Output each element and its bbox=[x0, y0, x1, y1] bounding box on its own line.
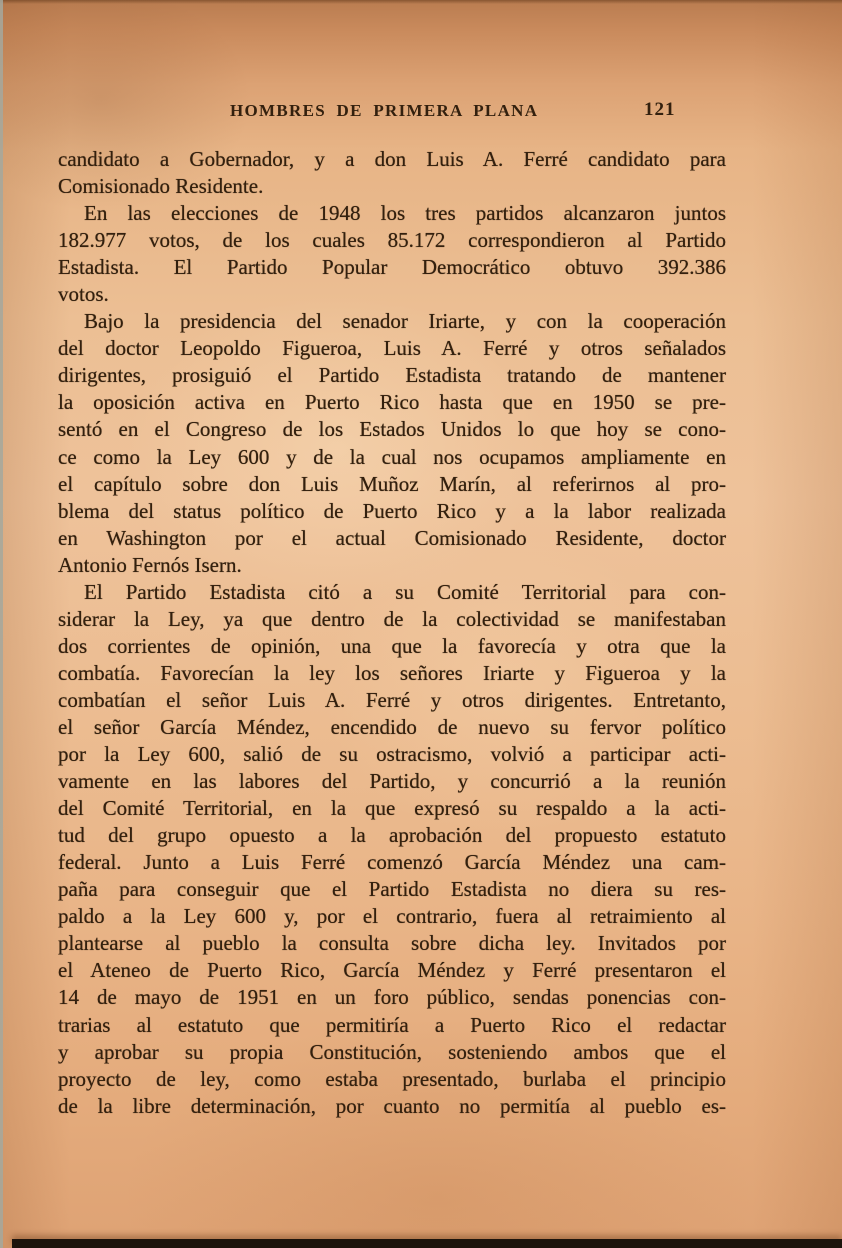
text-line: Estadista. El Partido Popular Democrático obtuvo 392.386 bbox=[58, 255, 726, 280]
text-line: El Partido Estadista citó a su Comité Territorial para con- bbox=[84, 579, 726, 604]
text-line: el capítulo sobre don Luis Muñoz Marín, al referirnos al pro- bbox=[58, 471, 726, 496]
text-line: 14 de mayo de 1951 en un foro público, sendas ponencias con- bbox=[58, 985, 726, 1010]
text-line: combatía. Favorecían la ley los señores Iriarte y Figueroa y la bbox=[58, 660, 726, 685]
scan-edge-bottom bbox=[12, 1239, 842, 1248]
text-line: el Ateneo de Puerto Rico, García Méndez y Ferré presentaron el bbox=[58, 958, 726, 983]
text-line: ce como la Ley 600 y de la cual nos ocupamos ampliamente en bbox=[58, 444, 726, 469]
text-line: la oposición activa en Puerto Rico hasta que en 1950 se pre- bbox=[58, 390, 726, 415]
text-line: paña para conseguir que el Partido Estadista no diera su res- bbox=[58, 877, 726, 902]
text-line: del doctor Leopoldo Figueroa, Luis A. Ferré y otros señalados bbox=[58, 336, 726, 361]
text-line: vamente en las labores del Partido, y concurrió a la reunión bbox=[58, 769, 726, 794]
text-line: plantearse al pueblo la consulta sobre dicha ley. Invitados por bbox=[58, 931, 726, 956]
text-line: del Comité Territorial, en la que expresó su respaldo a la acti- bbox=[58, 796, 726, 821]
text-line: por la Ley 600, salió de su ostracismo, volvió a participar acti- bbox=[58, 742, 726, 767]
text-line: Comisionado Residente. bbox=[58, 174, 264, 199]
text-line: Antonio Fernós Isern. bbox=[58, 552, 242, 577]
scan-edge-left bbox=[0, 0, 3, 1248]
text-line: combatían el señor Luis A. Ferré y otros dirigentes. Entretanto, bbox=[58, 687, 726, 712]
text-line: En las elecciones de 1948 los tres partidos alcanzaron juntos bbox=[84, 201, 726, 226]
text-line: candidato a Gobernador, y a don Luis A. Ferré candidato para bbox=[58, 147, 726, 171]
text-line: 182.977 votos, de los cuales 85.172 correspondieron al Partido bbox=[58, 228, 726, 253]
running-header-title: HOMBRES DE PRIMERA PLANA bbox=[230, 101, 539, 120]
text-line: blema del status político de Puerto Rico y a la labor realizada bbox=[58, 498, 726, 523]
text-line: de la libre determinación, por cuanto no permitía al pueblo es- bbox=[58, 1093, 726, 1118]
text-line: votos. bbox=[58, 282, 109, 307]
text-line: el señor García Méndez, encendido de nuevo su fervor político bbox=[58, 714, 726, 739]
text-line: dos corrientes de opinión, una que la favorecía y otra que la bbox=[58, 633, 726, 658]
text-line: proyecto de ley, como estaba presentado, burlaba el principio bbox=[58, 1066, 726, 1091]
page-number: 121 bbox=[644, 99, 676, 120]
text-line: Bajo la presidencia del senador Iriarte, y con la cooperación bbox=[84, 309, 726, 334]
text-line: trarias al estatuto que permitiría a Puerto Rico el redactar bbox=[58, 1012, 726, 1037]
text-line: paldo a la Ley 600 y, por el contrario, fuera al retraimiento al bbox=[58, 904, 726, 929]
text-line: dirigentes, prosiguió el Partido Estadista tratando de mantener bbox=[58, 363, 726, 388]
text-line: siderar la Ley, ya que dentro de la colectividad se manifestaban bbox=[58, 606, 726, 631]
text-line: tud del grupo opuesto a la aprobación del propuesto estatuto bbox=[58, 823, 726, 848]
text-line: y aprobar su propia Constitución, sosteniendo ambos que el bbox=[58, 1039, 726, 1064]
text-line: sentó en el Congreso de los Estados Unidos lo que hoy se cono- bbox=[58, 417, 726, 442]
text-line: federal. Junto a Luis Ferré comenzó García Méndez una cam- bbox=[58, 850, 726, 875]
body-text bbox=[58, 146, 726, 1120]
text-line: en Washington por el actual Comisionado Residente, doctor bbox=[58, 525, 726, 550]
